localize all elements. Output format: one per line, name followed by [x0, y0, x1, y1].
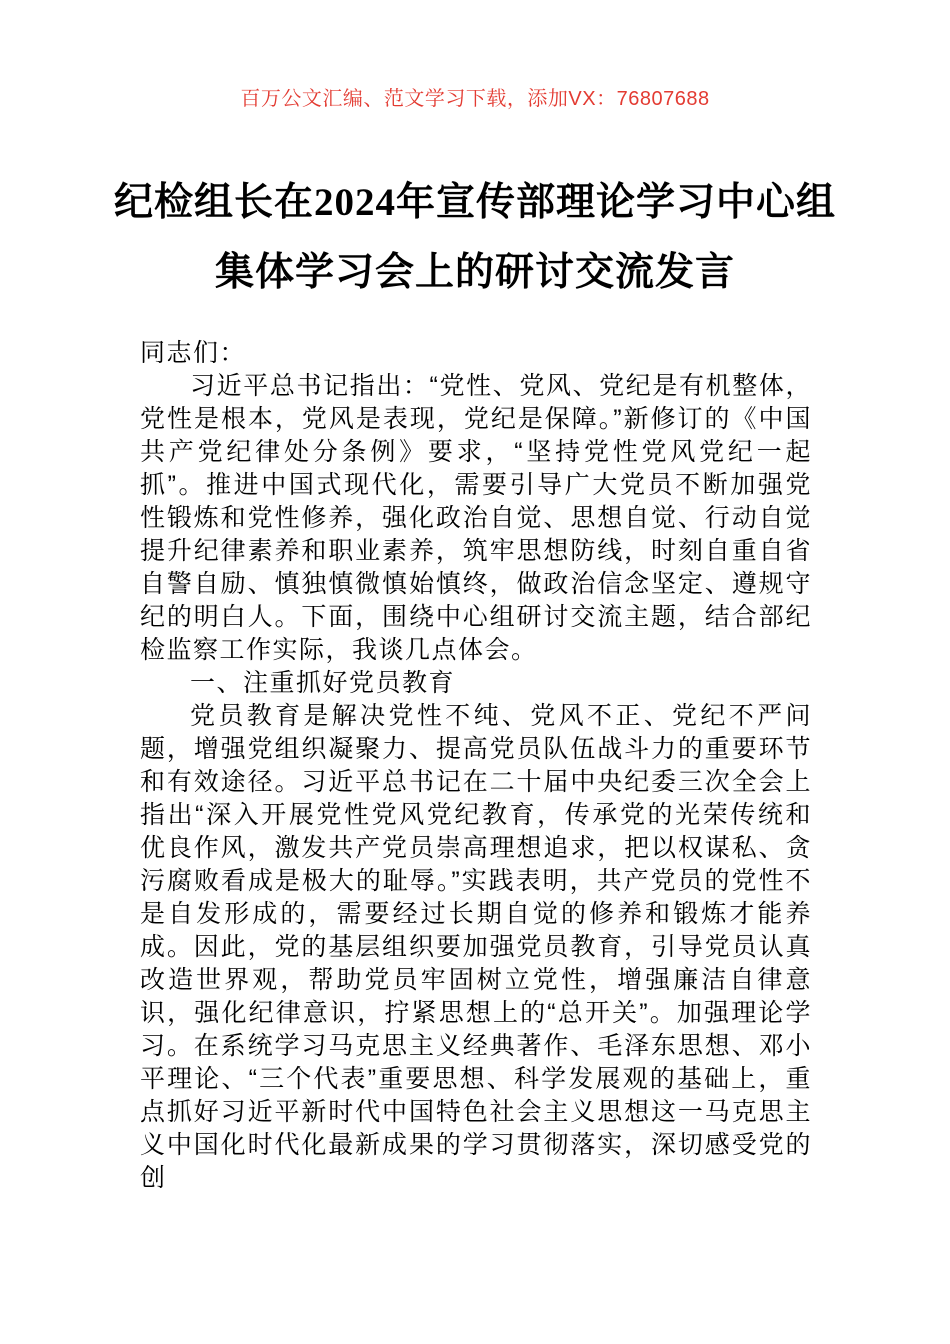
salutation: 同志们： — [140, 339, 247, 367]
document-title — [0, 168, 950, 308]
document-title-line-1: 纪检组长在2024年宣传部理论学习中心组 — [113, 181, 836, 224]
paragraph: 习近平总书记指出：“党性、党风、党纪是有机整体，党性是根本，党风是表现，党纪是保障。”新修订的《中国共产党纪律处分条例》要求，“坚持党性党风党纪一起抓”。推进中国式现代化，需要引导广大党员不断加强党性锻炼和党性修养，强化政治自觉、思想自觉、行动自觉提升纪律素养和职业素养，筑牢思想防线，时刻自重自省自警自励、慎独慎微慎始慎终，做政治信念坚定、遵规守纪的明白人。下面，围绕中心组研讨交流主题，结合部纪检监察工作实际，我谈几点体会。 — [140, 372, 812, 664]
document-body — [140, 337, 812, 1195]
section-heading: 一、注重抓好党员教育 — [190, 669, 456, 697]
document-title-line-2: 集体学习会上的研讨交流发言 — [214, 251, 735, 294]
paragraph: 党员教育是解决党性不纯、党风不正、党纪不严问题，增强党组织凝聚力、提高党员队伍战斗力的重要环节和有效途径。习近平总书记在二十届中央纪委三次全会上指出“深入开展党性党风党纪教育，传承党的光荣传统和优良作风，激发共产党员崇高理想追求，把以权谋私、贪污腐败看成是极大的耻辱。”实践表明，共产党员的党性不是自发形成的，需要经过长期自觉的修养和锻炼才能养成。因此，党的基层组织要加强党员教育，引导党员认真改造世界观，帮助党员牢固树立党性，增强廉洁自律意识，强化纪律意识，拧紧思想上的“总开关”。加强理论学习。在系统学习马克思主义经典著作、毛泽东思想、邓小平理论、“三个代表”重要思想、科学发展观的基础上，重点抓好习近平新时代中国特色社会主义思想这一马克思主义中国化时代化最新成果的学习贯彻落实，深切感受党的创 — [140, 702, 812, 1192]
promo-banner: 百万公文汇编、范文学习下载，添加VX：76807688 — [240, 88, 710, 110]
